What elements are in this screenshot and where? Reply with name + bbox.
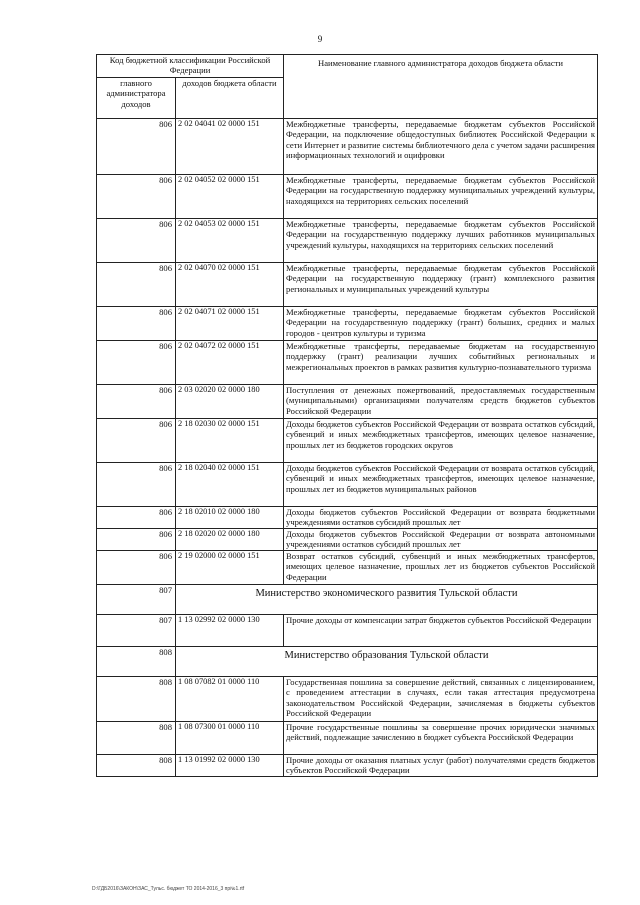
ministry-row <box>97 585 598 615</box>
table-row <box>97 677 598 722</box>
revenue-name-cell: Межбюджетные трансферты, передаваемые бюджетам субъектов Российской Федерации на государственную поддержку муниципальных учреждений культуры, находящихся на территориях сельских поселений <box>284 175 598 219</box>
table-row <box>97 463 598 507</box>
revenue-name-cell: Межбюджетные трансферты, передаваемые бюджетам субъектов Российской Федерации на государственную поддержку (грант) комплексного развития региональных и муниципальных учреждений культуры <box>284 263 598 307</box>
table-row <box>97 385 598 419</box>
table-row <box>97 755 598 777</box>
page-number: 9 <box>317 34 323 44</box>
revenue-code-cell: 2 02 04072 02 0000 151 <box>176 341 284 385</box>
name-column-header: Наименование главного администратора доходов бюджета области <box>284 55 598 119</box>
admin-code-cell: 806 <box>97 263 176 307</box>
admin-code-cell: 806 <box>97 219 176 263</box>
admin-column-header: главного администратора доходов <box>97 78 176 119</box>
code-column-header: доходов бюджета области <box>176 78 284 119</box>
revenue-code-cell: 2 02 04071 02 0000 151 <box>176 307 284 341</box>
revenue-name-cell: Государственная пошлина за совершение действий, связанных с лицензированием, с проведением аттестации в случаях, если такая аттестация предусмотрена законодательством Российской Федерации, зачисляемая в бюджеты субъектов Российской Федерации <box>284 677 598 722</box>
admin-code-cell: 806 <box>97 307 176 341</box>
revenue-code-cell: 1 08 07300 01 0000 110 <box>176 722 284 755</box>
revenue-name-cell: Доходы бюджетов субъектов Российской Федерации от возврата остатков субсидий, субвенций и иных межбюджетных трансфертов, имеющих целевое назначение, прошлых лет из бюджетов городских округов <box>284 419 598 463</box>
revenue-code-cell: 2 03 02020 02 0000 180 <box>176 385 284 419</box>
admin-code-cell: 808 <box>97 677 176 722</box>
admin-code-cell: 806 <box>97 419 176 463</box>
revenue-name-cell: Доходы бюджетов субъектов Российской Федерации от возврата остатков субсидий, субвенций и иных межбюджетных трансфертов, имеющих целевое назначение, прошлых лет из бюджетов муниципальных районов <box>284 463 598 507</box>
revenue-code-cell: 1 13 01992 02 0000 130 <box>176 755 284 777</box>
revenue-name-cell: Прочие доходы от оказания платных услуг (работ) получателями средств бюджетов субъектов Российской Федерации <box>284 755 598 777</box>
revenue-code-cell: 2 18 02030 02 0000 151 <box>176 419 284 463</box>
admin-code-cell: 806 <box>97 385 176 419</box>
revenue-code-cell: 2 02 04041 02 0000 151 <box>176 119 284 175</box>
admin-code-cell: 806 <box>97 529 176 551</box>
admin-code-cell: 806 <box>97 341 176 385</box>
revenue-name-cell: Возврат остатков субсидий, субвенций и иных межбюджетных трансфертов, имеющих целевое назначение, прошлых лет из бюджетов субъектов Российской Федерации <box>284 551 598 585</box>
admin-code-cell: 806 <box>97 175 176 219</box>
revenue-name-cell: Поступления от денежных пожертвований, предоставляемых государственным (муниципальными) организациями получателям средств бюджетов субъектов Российской Федерации <box>284 385 598 419</box>
revenue-code-cell: 2 02 04070 02 0000 151 <box>176 263 284 307</box>
admin-code-cell: 808 <box>97 755 176 777</box>
table-row <box>97 507 598 529</box>
revenue-code-cell: 2 18 02010 02 0000 180 <box>176 507 284 529</box>
table-row <box>97 307 598 341</box>
revenue-name-cell: Межбюджетные трансферты, передаваемые бюджетам на государственную поддержку (грант) реализации лучших событийных региональных и межрегиональных проектов в рамках развития культурно-познавательного туризма <box>284 341 598 385</box>
table-row <box>97 551 598 585</box>
admin-code-cell: 806 <box>97 507 176 529</box>
revenue-name-cell: Межбюджетные трансферты, передаваемые бюджетам субъектов Российской Федерации на государственную поддержку (грант) больших, средних и малых городов - центров культуры и туризма <box>284 307 598 341</box>
revenue-name-cell: Межбюджетные трансферты, передаваемые бюджетам субъектов Российской Федерации, на подключение общедоступных библиотек Российской Федерации к сети Интернет и развитие системы библиотечного дела с учетом задачи расширения информационных технологий и оцифровки <box>284 119 598 175</box>
revenue-name-cell: Прочие доходы от компенсации затрат бюджетов субъектов Российской Федерации <box>284 615 598 647</box>
revenue-name-cell: Доходы бюджетов субъектов Российской Федерации от возврата бюджетными учреждениями остатков субсидий прошлых лет <box>284 507 598 529</box>
table-row <box>97 263 598 307</box>
revenue-code-cell: 2 18 02020 02 0000 180 <box>176 529 284 551</box>
admin-code-cell: 808 <box>97 647 176 677</box>
table-row <box>97 615 598 647</box>
revenue-code-cell: 2 18 02040 02 0000 151 <box>176 463 284 507</box>
table-row <box>97 419 598 463</box>
table-row <box>97 529 598 551</box>
revenue-name-cell: Доходы бюджетов субъектов Российской Федерации от возврата автономными учреждениями остатков субсидий прошлых лет <box>284 529 598 551</box>
table-row <box>97 175 598 219</box>
admin-code-cell: 807 <box>97 615 176 647</box>
admin-code-cell: 806 <box>97 551 176 585</box>
revenue-name-cell: Прочие государственные пошлины за совершение прочих юридически значимых действий, подлежащие зачислению в бюджет субъекта Российской Федерации <box>284 722 598 755</box>
revenue-name-cell: Межбюджетные трансферты, передаваемые бюджетам субъектов Российской Федерации на государственную поддержку лучших работников муниципальных учреждений культуры, находящихся на территориях сельских поселений <box>284 219 598 263</box>
table-row <box>97 722 598 755</box>
table-row <box>97 219 598 263</box>
revenue-classification-table <box>96 54 598 777</box>
file-path-footer: D:\ГДБ2016\ЗАКОН\ЗАС_Тульс. бюджет ТО 2014-2016_3 пр№1.rtf <box>92 886 245 892</box>
table-row <box>97 119 598 175</box>
admin-code-cell: 808 <box>97 722 176 755</box>
table-header-row <box>97 55 598 78</box>
admin-code-cell: 807 <box>97 585 176 615</box>
revenue-code-cell: 2 19 02000 02 0000 151 <box>176 551 284 585</box>
revenue-code-cell: 1 08 07082 01 0000 110 <box>176 677 284 722</box>
ministry-row <box>97 647 598 677</box>
ministry-name-cell: Министерство экономического развития Тульской области <box>176 585 598 615</box>
kbk-header: Код бюджетной классификации Российской Федерации <box>97 55 284 78</box>
admin-code-cell: 806 <box>97 463 176 507</box>
revenue-code-cell: 1 13 02992 02 0000 130 <box>176 615 284 647</box>
revenue-code-cell: 2 02 04052 02 0000 151 <box>176 175 284 219</box>
table-row <box>97 341 598 385</box>
revenue-code-cell: 2 02 04053 02 0000 151 <box>176 219 284 263</box>
admin-code-cell: 806 <box>97 119 176 175</box>
ministry-name-cell: Министерство образования Тульской области <box>176 647 598 677</box>
